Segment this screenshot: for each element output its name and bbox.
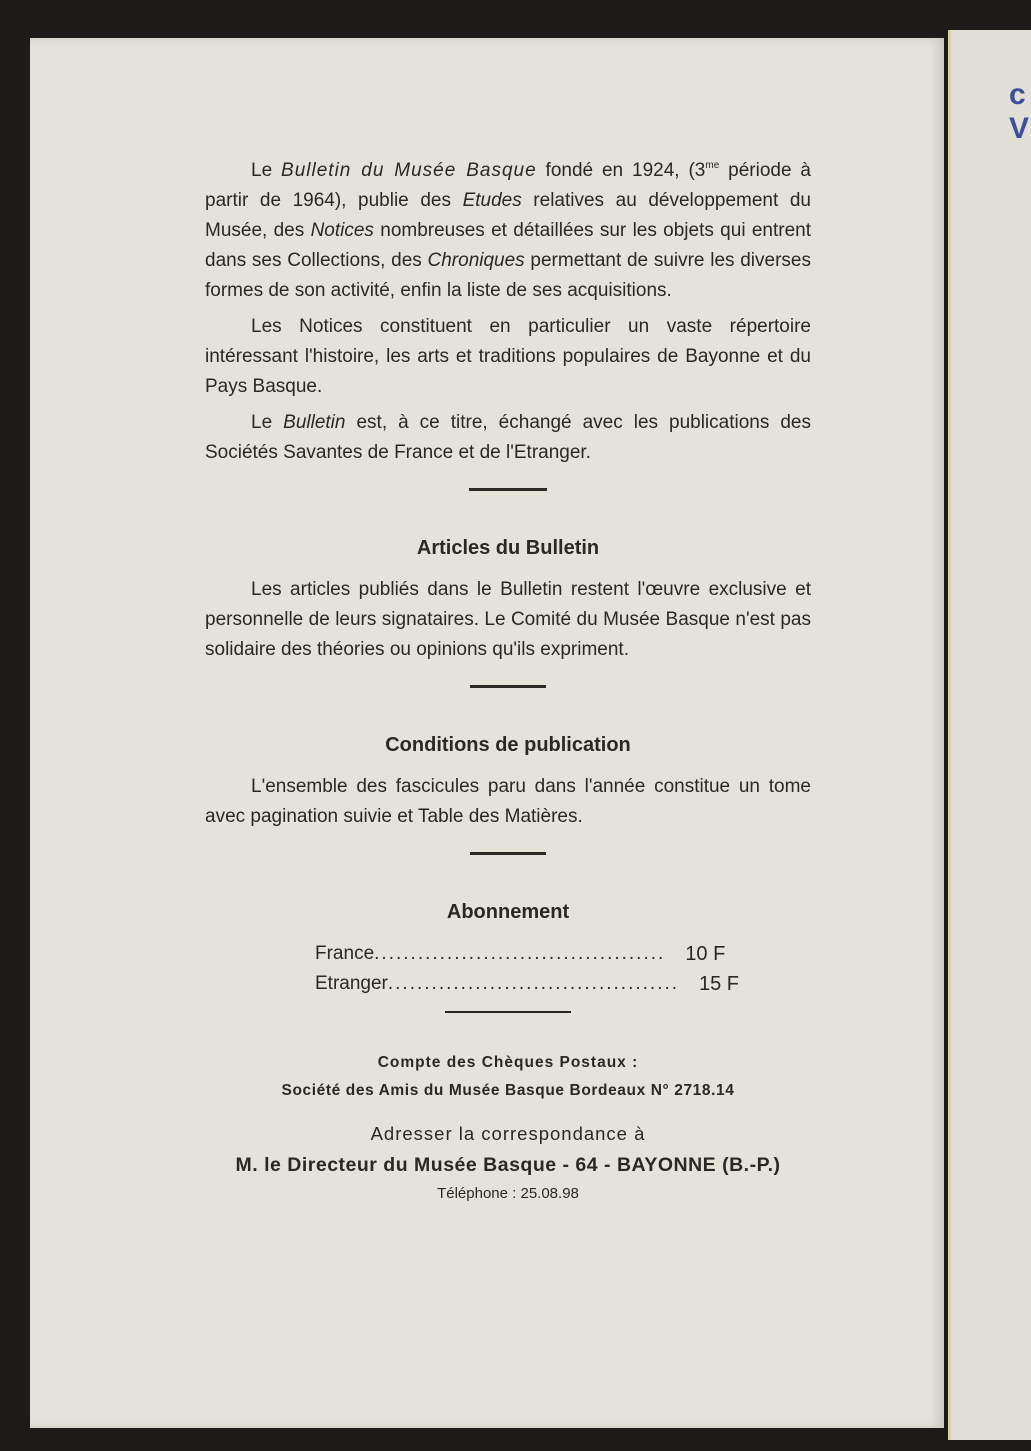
address-intro: Adresser la correspondance à [370,1123,646,1144]
section-divider [470,685,546,688]
adjacent-page [948,30,1031,1440]
articles-heading: Articles du Bulletin [416,537,600,559]
price-label: Etranger [315,973,388,994]
section-divider [445,1011,571,1013]
leader-dots: ........................................ [387,973,680,994]
cheques-account: Société des Amis du Musée Basque Bordeaux N° 2718.14 [281,1082,735,1099]
price-value: 15 F [699,973,740,995]
page-content [205,156,811,1207]
price-value: 10 F [685,943,726,965]
price-row-etranger [315,969,740,999]
phone: Téléphone : 25.08.98 [437,1185,579,1202]
leader-dots: ........................................ [374,943,666,964]
intro-section [205,156,811,468]
price-row-france [315,939,725,969]
adjacent-page-letter-fragment: c [1009,78,1026,111]
articles-section [205,575,811,665]
section-divider [469,488,547,491]
adjacent-page-letter-fragment: V [1009,112,1030,145]
conditions-heading: Conditions de publication [385,734,631,756]
articles-text: Les articles publiés dans le Bulletin restent l'œuvre exclusive et personnelle de leurs signataires. Le Comité du Musée Basque n'est pas solidaire des théories ou opinions qu'ils expriment. [205,579,811,660]
address: M. le Directeur du Musée Basque - 64 - BAYONNE (B.-P.) [235,1154,781,1176]
price-label: France [315,943,375,964]
conditions-text: L'ensemble des fascicules paru dans l'année constitue un tome avec pagination suivie et Table des Matières. [205,776,811,827]
conditions-section [205,772,811,832]
section-divider [470,852,546,855]
intro-paragraph-1: Le Bulletin du Musée Basque fondé en 1924, ($3^{me}$ période à partir de 1964), publie des Etudes relatives au développement du Musée, des Notices nombreuses et détaillées sur les objets qui entrent dans ses Collections, des Chroniques permettant de suivre les diverses formes de son activité, enfin la liste de ses acquisitions. [205,160,812,301]
cheques-label: Compte des Chèques Postaux : [377,1054,639,1071]
intro-paragraph-2: Les Notices constituent en particulier un vaste répertoire intéressant l'histoire, les arts et traditions populaires de Bayonne et du Pays Basque. [205,316,811,397]
abonnement-heading: Abonnement [446,901,570,923]
intro-paragraph-3: Le Bulletin est, à ce titre, échangé avec les publications des Sociétés Savantes de France et de l'Etranger. [205,412,811,463]
